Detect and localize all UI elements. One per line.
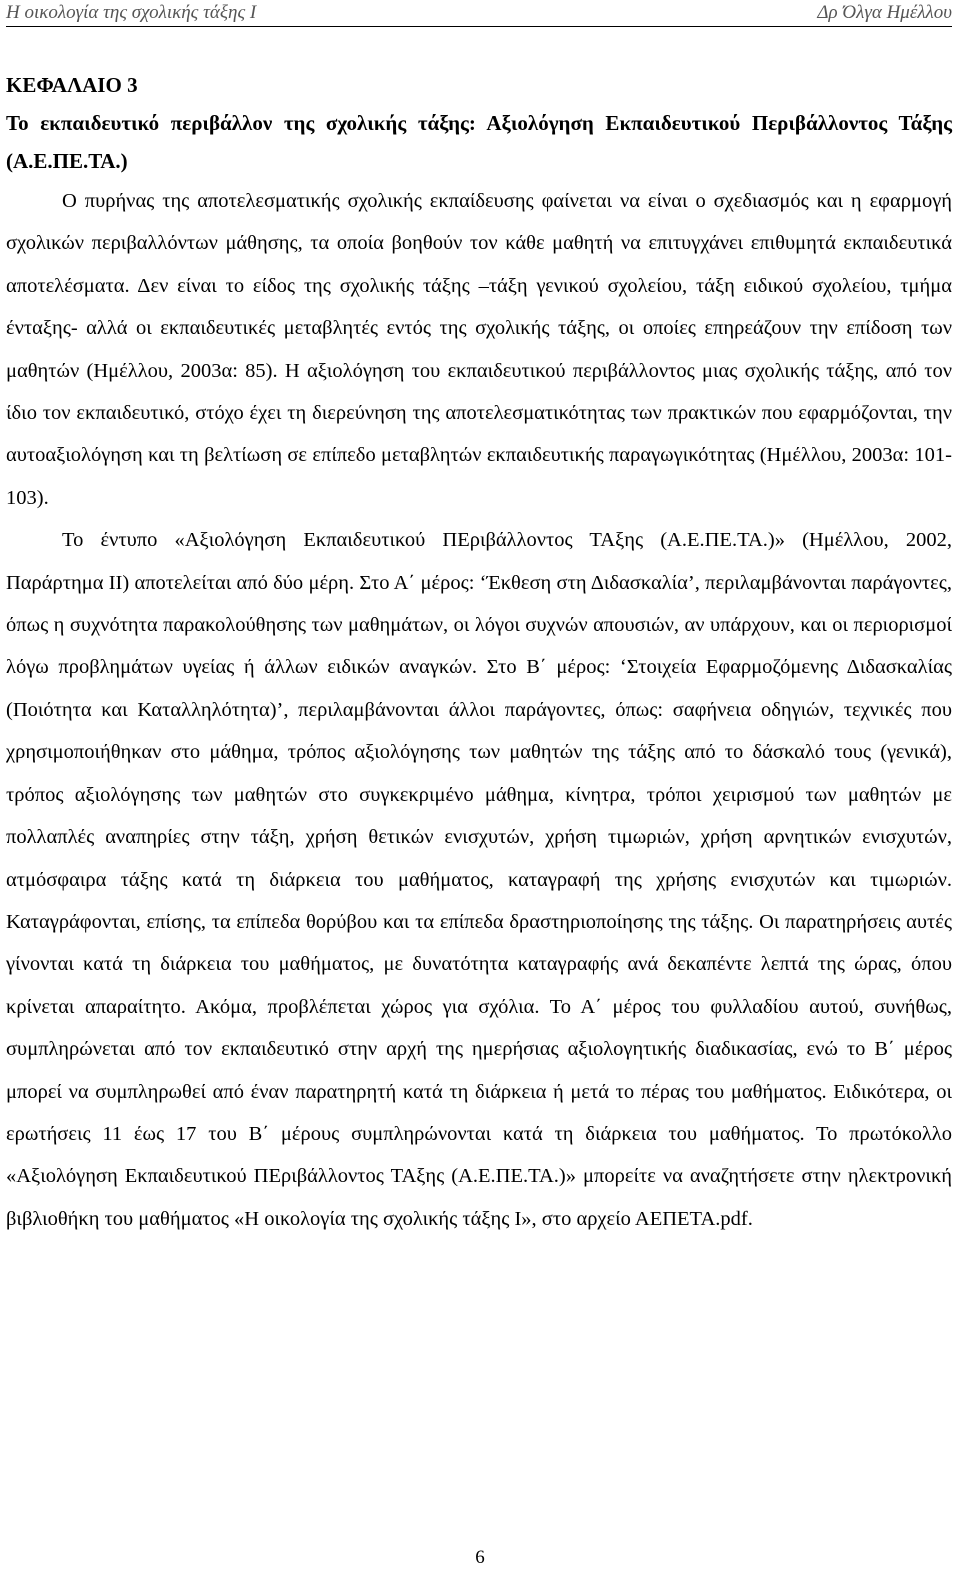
page-number: 6 bbox=[475, 1547, 485, 1568]
page-header bbox=[6, 2, 952, 27]
chapter-title: Το εκπαιδευτικό περιβάλλον της σχολικής τάξης: Αξιολόγηση Εκπαιδευτικού Περιβάλλοντος Τάξης (Α.Ε.ΠΕ.ΤΑ.) bbox=[6, 111, 952, 173]
paragraph: Το έντυπο «Αξιολόγηση Εκπαιδευτικού ΠΕριβάλλοντος ΤΑξης (Α.Ε.ΠΕ.ΤΑ.)» (Ημέλλου, 2002, Παράρτημα ΙΙ) αποτελείται από δύο μέρη. Στο Α΄ μέρος: ‘Έκθεση στη Διδασκαλία’, περιλαμβάνονται παράγοντες, όπως η συχνότητα παρακολούθησης των μαθημάτων, οι λόγοι συχνών απουσιών, αν υπάρχουν, και οι περιορισμοί λόγω προβλημάτων υγείας ή άλλων ειδικών αναγκών. Στο Β΄ μέρος: ‘Στοιχεία Εφαρμοζόμενης Διδασκαλίας (Ποιότητα και Καταλληλότητα)’, περιλαμβάνονται άλλοι παράγοντες, όπως: σαφήνεια οδηγιών, τεχνικές που χρησιμοποιήθηκαν στο μάθημα, τρόπος αξιολόγησης των μαθητών της τάξης από το δάσκαλό τους (γενικά), τρόπος αξιολόγησης των μαθητών στο συγκεκριμένο μάθημα, κίνητρα, τρόποι χειρισμού των μαθητών με πολλαπλές αναπηρίες στην τάξη, χρήση θετικών ενισχυτών, χρήση τιμωριών, χρήση αρνητικών ενισχυτών, ατμόσφαιρα τάξης κατά τη διάρκεια του μαθήματος, καταγραφή της χρήσης ενισχυτών και τιμωριών. Καταγράφονται, επίσης, τα επίπεδα θορύβου και τα επίπεδα δραστηριοποίησης της τάξης. Οι παρατηρήσεις αυτές γίνονται κατά τη διάρκεια του μαθήματος, με δυνατότητα καταγραφής ανά δεκαπέντε λεπτά της ώρας, όπου κρίνεται απαραίτητο. Ακόμα, προβλέπεται χώρος για σχόλια. Το Α΄ μέρος του φυλλαδίου αυτού, συνήθως, συμπληρώνεται από τον εκπαιδευτικό στην αρχή της ημερήσιας αξιολογητικής διαδικασίας, ενώ το Β΄ μέρος μπορεί να συμπληρωθεί από έναν παρατηρητή κατά τη διάρκεια ή μετά το πέρας του μαθήματος. Ειδικότερα, οι ερωτήσεις 11 έως 17 του Β΄ μέρους συμπληρώνονται κατά τη διάρκεια του μαθήματος. Το πρωτόκολλο «Αξιολόγηση Εκπαιδευτικού ΠΕριβάλλοντος ΤΑξης (Α.Ε.ΠΕ.ΤΑ.)» μπορείτε να αναζητήσετε στην ηλεκτρονική βιβλιοθήκη του μαθήματος «Η οικολογία της σχολικής τάξης Ι», στο αρχείο ΑΕΠΕΤΑ.pdf. bbox=[6, 529, 952, 1230]
document-body bbox=[6, 66, 952, 1240]
header-course-title: Η οικολογία της σχολικής τάξης Ι bbox=[6, 2, 257, 23]
chapter-label: ΚΕΦΑΛΑΙΟ 3 bbox=[6, 73, 138, 97]
header-author: Δρ Όλγα Ημέλλου bbox=[817, 2, 952, 23]
paragraph: Ο πυρήνας της αποτελεσματικής σχολικής εκπαίδευσης φαίνεται να είναι ο σχεδιασμός και η εφαρμογή σχολικών περιβαλλόντων μάθησης, τα οποία βοηθούν τον κάθε μαθητή να επιτυγχάνει επιθυμητά εκπαιδευτικά αποτελέσματα. Δεν είναι το είδος της σχολικής τάξης –τάξη γενικού σχολείου, τάξη ειδικού σχολείου, τμήμα ένταξης- αλλά οι εκπαιδευτικές μεταβλητές εντός της σχολικής τάξης, οι οποίες επηρεάζουν την επίδοση των μαθητών (Ημέλλου, 2003α: 85). Η αξιολόγηση του εκπαιδευτικού περιβάλλοντος μιας σχολικής τάξης, από τον ίδιο τον εκπαιδευτικό, στόχο έχει τη διερεύνηση της αποτελεσματικότητας των πρακτικών που εφαρμόζονται, την αυτοαξιολόγηση και τη βελτίωση σε επίπεδο μεταβλητών εκπαιδευτικής παραγωγικότητας (Ημέλλου, 2003α: 101-103). bbox=[6, 190, 952, 509]
body-text bbox=[6, 180, 952, 1240]
